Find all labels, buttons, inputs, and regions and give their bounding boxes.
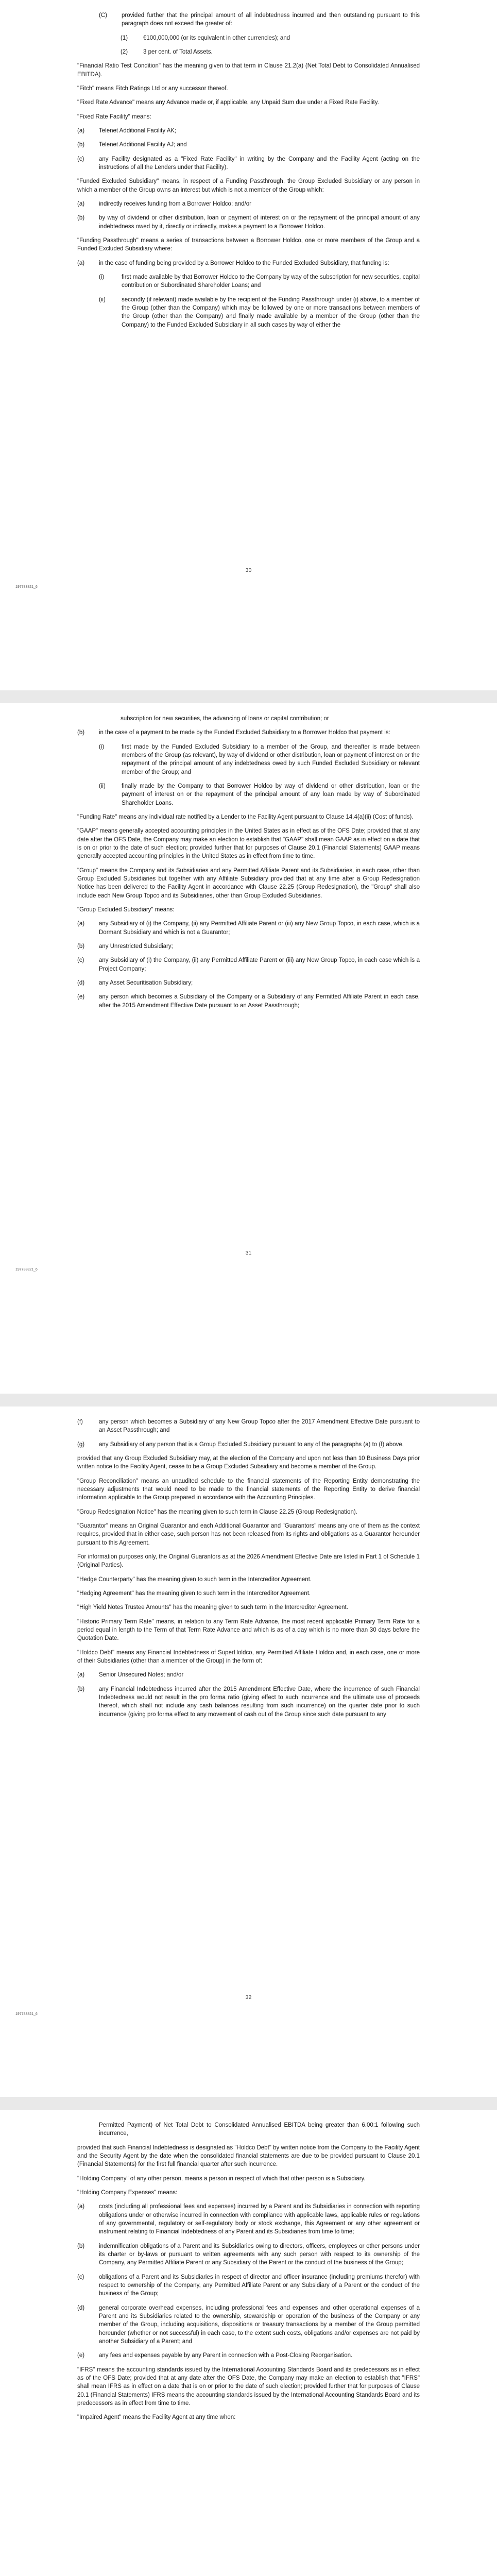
definition-paragraph: "GAAP" means generally accepted accounting principles in the United States as in effect as of the OFS Date; provided that at any date after the OFS Date, the Company may make an election to establish that "GAAP" shall mean GAAP as in effect on a date that is on or prior to the date of such election; provided further that for purposes of Clause 20.1 (Financial Statements) GAAP means generally accepted accounting principles in the United States as in effect from time to time. <box>77 828 420 860</box>
definition-paragraph: "Historic Primary Term Rate" means, in relation to any Term Rate Advance, the most recent applicable Primary Term Rate for a period equal in length to the Term of that Term Rate Advance and which is as of a day which is no more than 30 days before the Quotation Date. <box>77 1618 420 1642</box>
continuation-paragraph: subscription for new securities, the advancing of loans or capital contribution; or <box>121 716 329 722</box>
definition-paragraph: provided that any Group Excluded Subsidiary may, at the election of the Company and upon not less than 10 Business Days prior written notice to the Facility Agent, cease to be a Group Excluded Subsidiary and become a member of the Group. <box>77 1455 420 1470</box>
definition-paragraph: "Guarantor" means an Original Guarantor and each Additional Guarantor and "Guarantors" means any one of them as the context requires, provided that in either case, such person has not been released from its rights and obligations as a Guarantor hereunder pursuant to this Agreement. <box>77 1522 420 1546</box>
list-item: (b) indemnification obligations of a Parent and its Subsidiaries owing to directors, officers, employees or other persons under its charter or by-laws or pursuant to written agreements with any such person with respect to its ownership of the Company, any Permitted Affiliate Parent or any Subsidiary of the Parent or the conduct of the business of the Group; <box>77 2243 420 2266</box>
list-item: (i) first made available by that Borrower Holdco to the Company by way of the subscription for new securities, capital contribution or Subordinated Shareholder Loans; and <box>99 274 420 289</box>
document-reference: 197783821_6 <box>15 585 38 589</box>
definition-paragraph: "Funding Passthrough" means a series of transactions between a Borrower Holdco, one or more members of the Group and a Funded Excluded Subsidiary where: <box>77 237 420 252</box>
list-item: (b) Telenet Additional Facility AJ; and <box>77 142 187 148</box>
continuation-paragraph: Permitted Payment) of Net Total Debt to Consolidated Annualised EBITDA being greater than 6.00:1 following such incurrence, <box>99 2122 420 2137</box>
definition-paragraph: "Fixed Rate Advance" means any Advance made or, if applicable, any Unpaid Sum due under a Fixed Rate Facility. <box>77 99 379 106</box>
definition-paragraph: "Group" means the Company and its Subsidiaries and any Permitted Affiliate Parent and its Subsidiaries, in each case, other than Group Excluded Subsidiaries but together with any Affiliate Subsidiary provided that at any time after a Group Redesignation Notice has been delivered to the Facility Agent in accordance with Clause 22.25 (Group Redesignation), the "Group" shall also include each New Group Topco and its Subsidiaries, other than Group Excluded Subsidiaries. <box>77 867 420 899</box>
list-item: (c) obligations of a Parent and its Subsidiaries in respect of director and officer insurance (including premiums therefor) with respect to ownership of the Company, any Permitted Affiliate Parent or any Subsidiary of a Parent or the conduct of the business of the Group; <box>77 2274 420 2297</box>
definition-paragraph: "Financial Ratio Test Condition" has the meaning given to that term in Clause 21.2(a) (Net Total Debt to Consolidated Annualised EBITDA). <box>77 63 420 78</box>
page-number: 32 <box>245 1994 252 2001</box>
list-item: (2) 3 per cent. of Total Assets. <box>121 48 213 55</box>
list-item: (b) any Financial Indebtedness incurred after the 2015 Amendment Effective Date, where the incurrence of such Financial Indebtedness would not result in the pro forma ratio (giving effect to such incurrence and the ultimate use of proceeds thereof, which shall not include any cash balances resulting from such incurrence) on the quarter date prior to such incurrence (giving pro forma effect to any movement of cash out of the Group since such date pursuant to any <box>77 1686 420 1718</box>
list-item: (g) any Subsidiary of any person that is a Group Excluded Subsidiary pursuant to any of the paragraphs (a) to (f) above, <box>77 1441 404 1448</box>
document-reference: 197783821_6 <box>15 2012 38 2016</box>
definition-paragraph: "Group Redesignation Notice" has the meaning given to such term in Clause 22.25 (Group Redesignation). <box>77 1509 357 1515</box>
definition-paragraph: "Funding Rate" means any individual rate notified by a Lender to the Facility Agent pursuant to Clause 14.4(a)(ii) (Cost of funds). <box>77 814 414 820</box>
list-item: (i) first made by the Funded Excluded Subsidiary to a member of the Group, and thereafter is made between members of the Group (as relevant), by way of dividend or other distribution, loan or payment of interest on or the repayment of the principal amount of any indebtedness owed by such Funded Excluded Subsidiary or relevant member of the Group; and <box>99 743 420 775</box>
list-item: (a) Senior Unsecured Notes; and/or <box>77 1672 184 1679</box>
document-page <box>0 703 497 1394</box>
definition-paragraph: "Funded Excluded Subsidiary" means, in respect of a Funding Passthrough, the Group Excluded Subsidiary or any person in which a member of the Group owns an interest but which is not a member of the Group which: <box>77 178 420 193</box>
list-item: (a) any Subsidiary of (i) the Company, (ii) any Permitted Affiliate Parent or (iii) any New Group Topco, in each case, which is a Dormant Subsidiary and which is not a Guarantor; <box>77 921 420 936</box>
definition-paragraph: "High Yield Notes Trustee Amounts" has the meaning given to such term in the Intercreditor Agreement. <box>77 1604 348 1611</box>
definition-paragraph: "Holdco Debt" means any Financial Indebtedness of SuperHoldco, any Permitted Affiliate Holdco and, in each case, one or more of their Subsidiaries (other than a member of the Group) in the form of: <box>77 1649 420 1664</box>
list-item: (a) in the case of funding being provided by a Borrower Holdco to the Funded Excluded Subsidiary, that funding is: <box>77 260 389 266</box>
list-item: (c) any Facility designated as a "Fixed Rate Facility" in writing by the Company and the Facility Agent (acting on the instructions of all the Lenders under that Facility). <box>77 156 420 171</box>
list-item: (e) any person which becomes a Subsidiary of the Company or a Subsidiary of any Permitted Affiliate Parent in each case, after the 2015 Amendment Effective Date pursuant to an Asset Passthrough; <box>77 994 420 1009</box>
list-item: (ii) finally made by the Company to that Borrower Holdco by way of dividend or other distribution, loan or the payment of interest on or the repayment of the principal amount of any loan made by way of Subordinated Shareholder Loans. <box>99 783 420 806</box>
definition-paragraph: "Holding Company Expenses" means: <box>77 2189 178 2196</box>
definition-paragraph: "Hedge Counterparty" has the meaning given to such term in the Intercreditor Agreement. <box>77 1576 312 1583</box>
definition-paragraph: "Fitch" means Fitch Ratings Ltd or any successor thereof. <box>77 85 228 92</box>
list-item: (ii) secondly (if relevant) made available by the recipient of the Funding Passthrough under (i) above, to a member of the Group (other than the Company) which may be followed by one or more transactions between members of the Group (other than the Company) and finally made available by a member of the Group (other than the Company) to the Funded Excluded Subsidiary in all such cases by way of either the <box>99 296 420 328</box>
definition-paragraph: provided that such Financial Indebtedness is designated as "Holdco Debt" by written notice from the Company to the Facility Agent and the Security Agent by the date when the consolidated financial statements are due to be provided pursuant to Clause 20.1 (Financial Statements) for the first full financial quarter after such incurrence. <box>77 2144 420 2168</box>
page-number: 31 <box>245 1250 252 1256</box>
document-reference: 197783821_6 <box>15 1268 38 1272</box>
list-item: (a) costs (including all professional fees and expenses) incurred by a Parent and its Subsidiaries in connection with reporting obligations under or otherwise incurred in connection with compliance with applicable laws, applicable rules or regulations of any governmental, regulatory or self-regulatory body or stock exchange, this Agreement or any other agreement or instrument relating to Financial Indebtedness of any Parent and its Subsidiaries from time to time; <box>77 2204 420 2235</box>
list-item: (C) provided further that the principal amount of all indebtedness incurred and then outstanding pursuant to this paragraph does not exceed the greater of: <box>99 12 420 27</box>
list-item: (d) any Asset Securitisation Subsidiary; <box>77 979 193 986</box>
list-item: (c) any Subsidiary of (i) the Company, (ii) any Permitted Affiliate Parent or (iii) any New Group Topco, in each case which is a Project Company; <box>77 957 420 972</box>
definition-paragraph: "Group Reconciliation" means an unaudited schedule to the financial statements of the Reporting Entity demonstrating the necessary adjustments that would need to be made to the financial statements of the Reporting Entity to derive financial information applicable to the Group prepared in accordance with the Accounting Principles. <box>77 1478 420 1501</box>
list-item: (1) €100,000,000 (or its equivalent in other currencies); and <box>121 35 290 41</box>
list-item: (f) any person which becomes a Subsidiary of any New Group Topco after the 2017 Amendment Effective Date pursuant to an Asset Passthrough; and <box>77 1419 420 1434</box>
list-item: (b) in the case of a payment to be made by the Funded Excluded Subsidiary to a Borrower Holdco that payment is: <box>77 730 390 736</box>
definition-paragraph: "Holding Company" of any other person, means a person in respect of which that other person is a Subsidiary. <box>77 2175 366 2182</box>
definition-paragraph: "Fixed Rate Facility" means: <box>77 113 151 120</box>
list-item: (a) indirectly receives funding from a Borrower Holdco; and/or <box>77 200 251 207</box>
definition-paragraph: "Hedging Agreement" has the meaning given to such term in the Intercreditor Agreement. <box>77 1590 311 1597</box>
list-item: (b) any Unrestricted Subsidiary; <box>77 943 173 950</box>
definition-paragraph: For information purposes only, the Original Guarantors as at the 2026 Amendment Effective Date are listed in Part 1 of Schedule 1 (Original Parties). <box>77 1553 420 1569</box>
document-page <box>0 2110 497 2576</box>
list-item: (e) any fees and expenses payable by any Parent in connection with a Post-Closing Reorganisation. <box>77 2352 353 2359</box>
document-page <box>0 1406 497 2097</box>
definition-paragraph: "Group Excluded Subsidiary" means: <box>77 906 175 913</box>
list-item: (d) general corporate overhead expenses, including professional fees and expenses and other operational expenses of a Parent and its Subsidiaries related to the ownership, stewardship or operation of the business of the Company or any member of the Group, including acquisitions, dispositions or treasury transactions by a member of the Group permitted hereunder (whether or not successful) in each case, to the extent such costs, obligations and/or expenses are not paid by another Subsidiary of a Parent; and <box>77 2304 420 2345</box>
list-item: (b) by way of dividend or other distribution, loan or payment of interest on or the repayment of the principal amount of any indebtedness owed by it, directly or indirectly, makes a payment to a Borrower Holdco. <box>77 215 420 230</box>
definition-paragraph: "IFRS" means the accounting standards issued by the International Accounting Standards Board and its predecessors as in effect as of the OFS Date; provided that at any date after the OFS Date, the Company may make an election to establish that "IFRS" shall mean IFRS as in effect on a date that is on or prior to the date of such election; provided further that for purposes of Clause 20.1 (Financial Statements) IFRS means the accounting standards issued by the International Accounting Standards Board and its predecessors as in effect from time to time. <box>77 2366 420 2406</box>
list-item: (a) Telenet Additional Facility AK; <box>77 127 177 134</box>
page-number: 30 <box>245 567 252 573</box>
document-page <box>0 0 497 690</box>
definition-paragraph: "Impaired Agent" means the Facility Agent at any time when: <box>77 2414 236 2421</box>
